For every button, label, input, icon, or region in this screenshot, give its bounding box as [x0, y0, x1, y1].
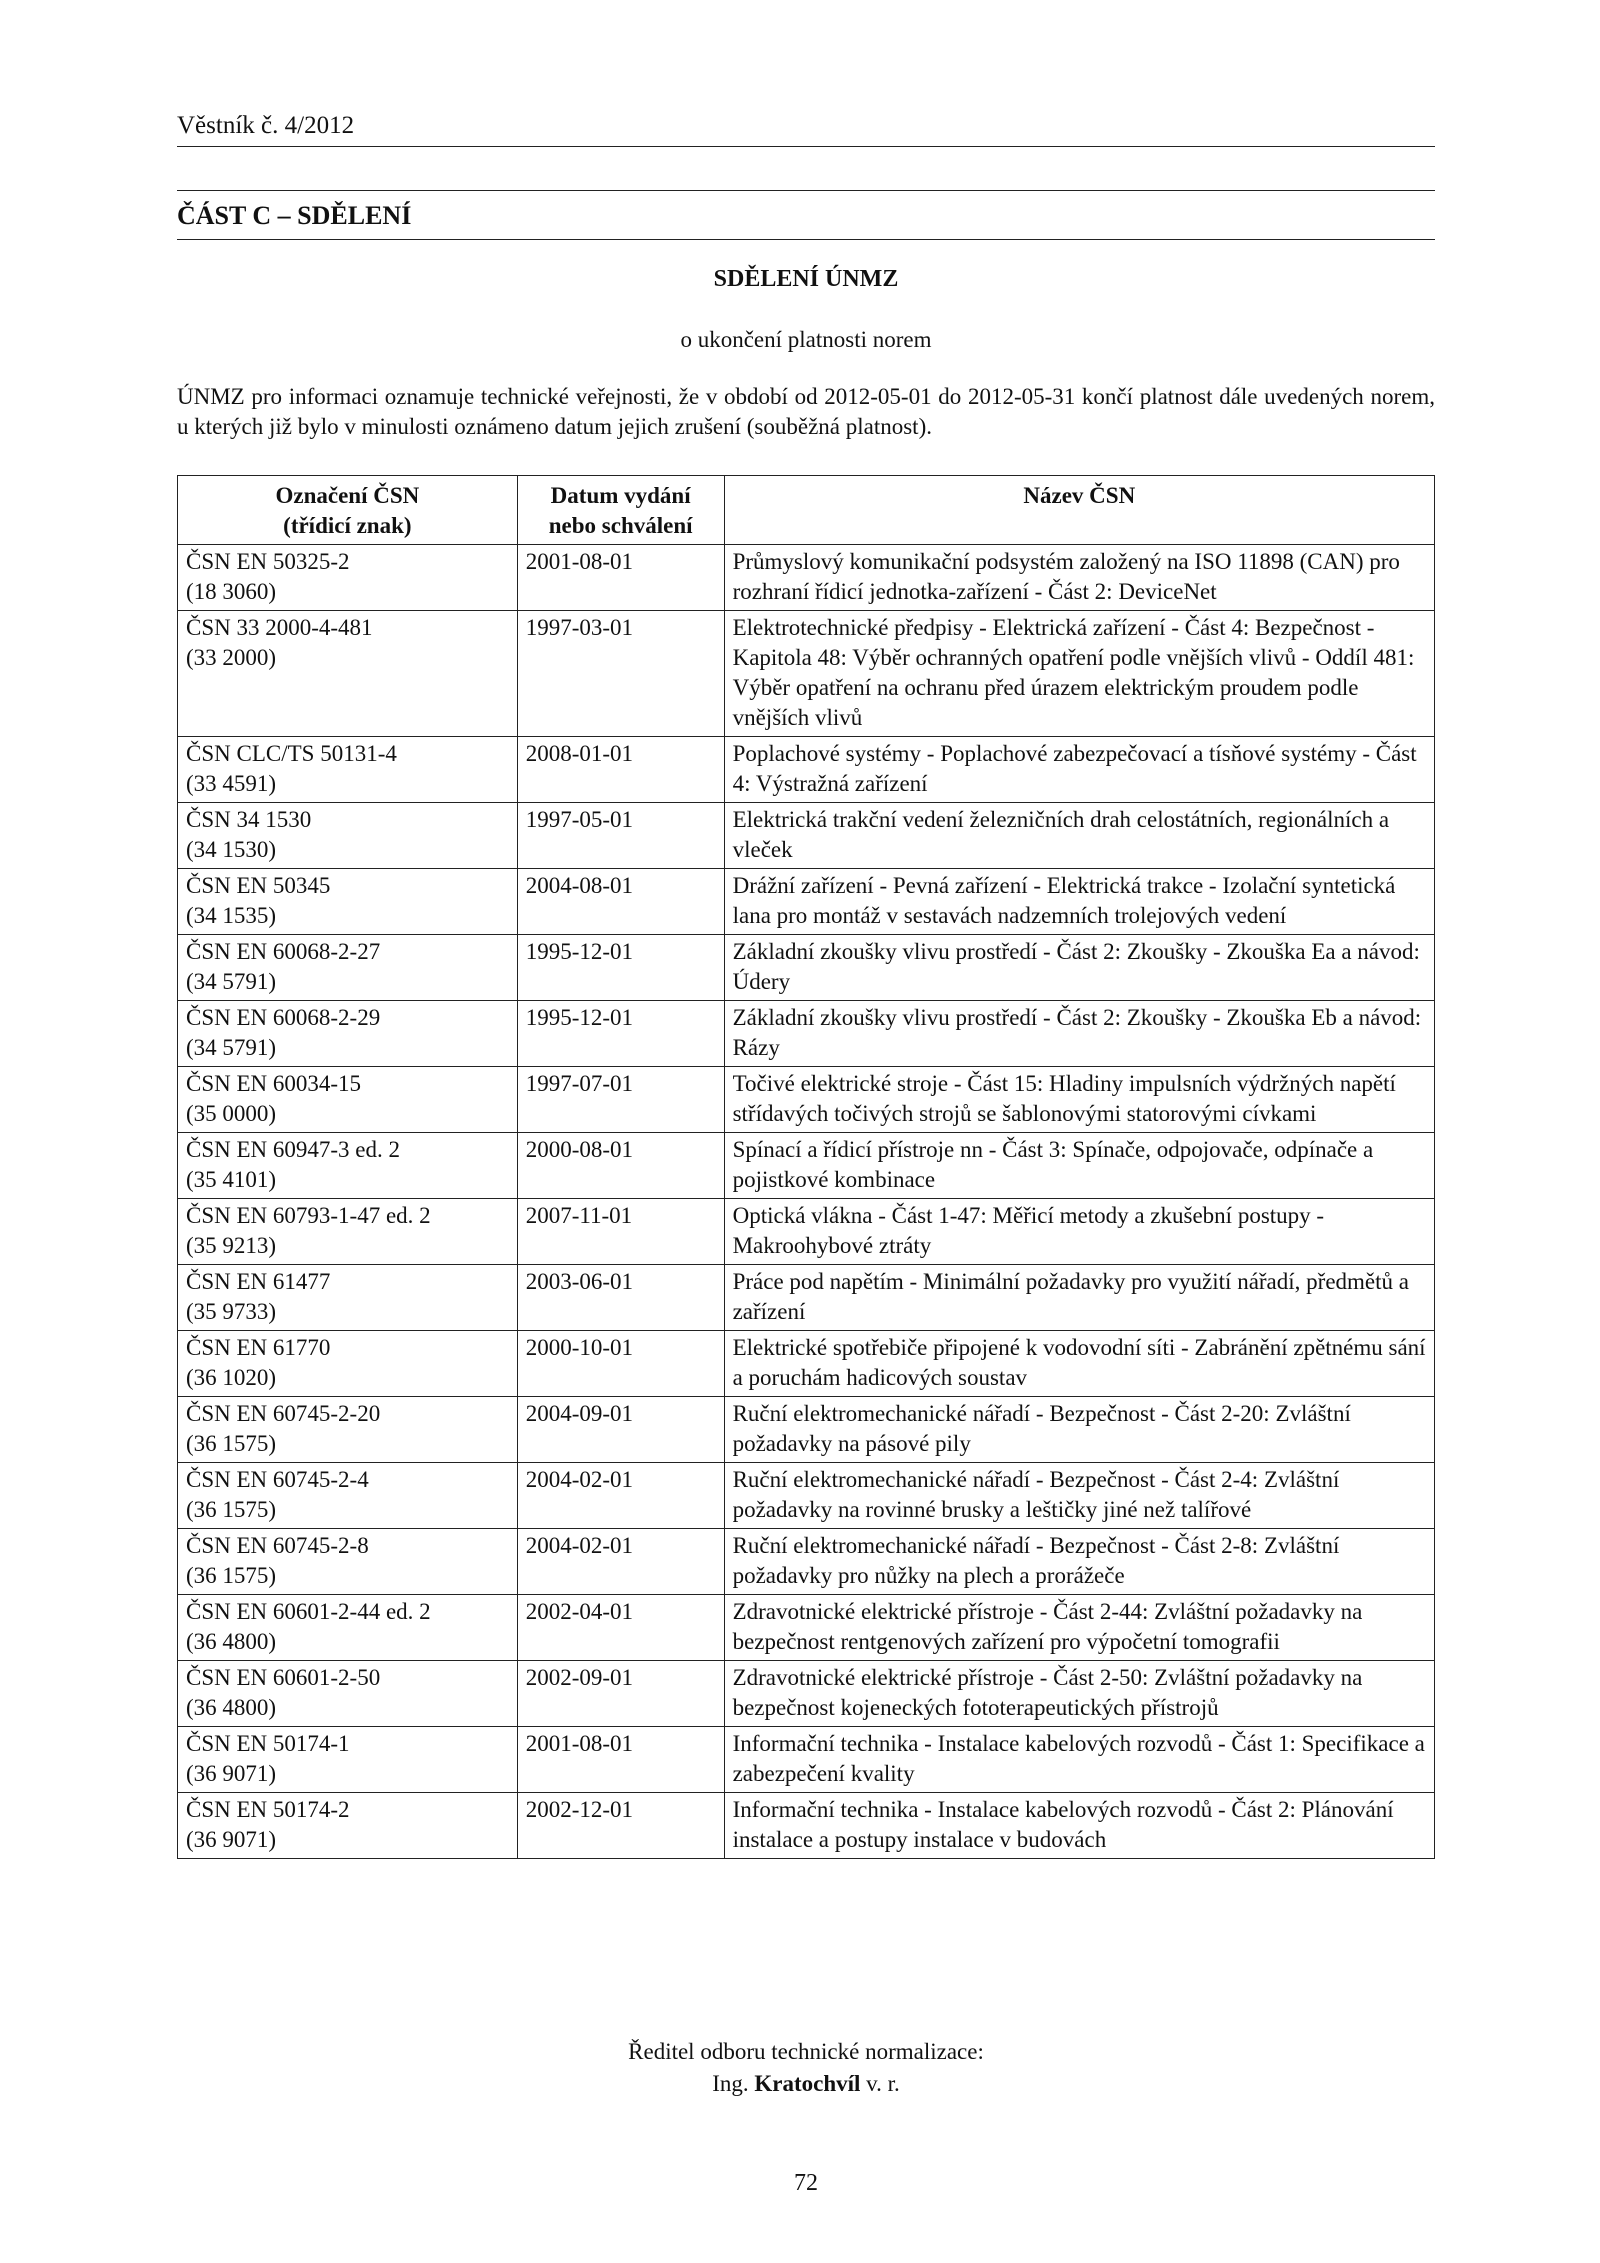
norm-code: ČSN EN 60745-2-20 — [186, 1401, 381, 1426]
norm-code: ČSN EN 50325-2 — [186, 549, 350, 574]
cell-date: 1995-12-01 — [517, 1001, 724, 1067]
cell-date: 2004-02-01 — [517, 1463, 724, 1529]
norm-code: ČSN EN 60745-2-8 — [186, 1533, 369, 1558]
table-row — [178, 1463, 1435, 1529]
cell-name: Drážní zařízení - Pevná zařízení - Elektrická trakce - Izolační syntetická lana pro montáž v sestavách nadzemních trolejových vedení — [724, 869, 1434, 935]
cell-name: Ruční elektromechanické nářadí - Bezpečnost - Část 2-8: Zvláštní požadavky pro nůžky na plech a prorážeče — [724, 1529, 1434, 1595]
norm-class: (34 1530) — [186, 837, 277, 862]
section-heading: ČÁST C – SDĚLENÍ — [177, 190, 1435, 240]
cell-designation — [178, 1529, 518, 1595]
cell-name: Poplachové systémy - Poplachové zabezpečovací a tísňové systémy - Část 4: Výstražná zařízení — [724, 737, 1434, 803]
norm-code: ČSN EN 60793-1-47 ed. 2 — [186, 1203, 431, 1228]
cell-name: Informační technika - Instalace kabelových rozvodů - Část 1: Specifikace a zabezpečení kvality — [724, 1727, 1434, 1793]
table-row — [178, 1133, 1435, 1199]
cell-date: 1997-03-01 — [517, 611, 724, 737]
cell-name: Ruční elektromechanické nářadí - Bezpečnost - Část 2-4: Zvláštní požadavky na rovinné brusky a leštičky jiné než talířové — [724, 1463, 1434, 1529]
cell-name: Optická vlákna - Část 1-47: Měřicí metody a zkušební postupy - Makroohybové ztráty — [724, 1199, 1434, 1265]
signature-role: Ředitel odboru technické normalizace: — [628, 2039, 984, 2064]
norm-class: (36 4800) — [186, 1629, 277, 1654]
cell-date: 2000-10-01 — [517, 1331, 724, 1397]
cell-name: Průmyslový komunikační podsystém založený na ISO 11898 (CAN) pro rozhraní řídicí jednotka-zařízení - Část 2: DeviceNet — [724, 545, 1434, 611]
norm-code: ČSN EN 60034-15 — [186, 1071, 362, 1096]
cell-date: 1997-05-01 — [517, 803, 724, 869]
table-row — [178, 1595, 1435, 1661]
signature-suffix: v. r. — [866, 2071, 900, 2096]
norm-class: (35 9733) — [186, 1299, 277, 1324]
header-designation-line1: Označení ČSN — [275, 483, 420, 508]
cell-date: 2007-11-01 — [517, 1199, 724, 1265]
cell-designation — [178, 1331, 518, 1397]
norm-code: ČSN 34 1530 — [186, 807, 312, 832]
cell-name: Spínací a řídicí přístroje nn - Část 3: Spínače, odpojovače, odpínače a pojistkové kombinace — [724, 1133, 1434, 1199]
table-row — [178, 1331, 1435, 1397]
header-date-line1: Datum vydání — [550, 483, 691, 508]
notice-title: SDĚLENÍ ÚNMZ — [713, 266, 899, 292]
notice-subtitle: o ukončení platnosti norem — [680, 327, 932, 352]
cell-name: Základní zkoušky vlivu prostředí - Část 2: Zkoušky - Zkouška Eb a návod: Rázy — [724, 1001, 1434, 1067]
norm-code: ČSN EN 60947-3 ed. 2 — [186, 1137, 401, 1162]
norm-class: (34 5791) — [186, 969, 277, 994]
norm-code: ČSN EN 60601-2-44 ed. 2 — [186, 1599, 431, 1624]
signature-name-line — [177, 2068, 1435, 2100]
cell-name: Základní zkoušky vlivu prostředí - Část 2: Zkoušky - Zkouška Ea a návod: Údery — [724, 935, 1434, 1001]
header-designation — [178, 476, 518, 545]
norm-code: ČSN EN 50174-1 — [186, 1731, 350, 1756]
cell-date: 2008-01-01 — [517, 737, 724, 803]
norm-class: (18 3060) — [186, 579, 277, 604]
cell-name: Elektrotechnické předpisy - Elektrická zařízení - Část 4: Bezpečnost - Kapitola 48: Výběr ochranných opatření podle vnějších vlivů - Oddíl 481: Výběr opatření na ochranu před úrazem elektrickým proudem podle vnějších vlivů — [724, 611, 1434, 737]
signature-surname: Kratochvíl — [754, 2071, 861, 2096]
norm-class: (34 5791) — [186, 1035, 277, 1060]
cell-date: 2002-12-01 — [517, 1793, 724, 1859]
table-row — [178, 1001, 1435, 1067]
cell-name: Práce pod napětím - Minimální požadavky pro využití nářadí, předmětů a zařízení — [724, 1265, 1434, 1331]
cell-date: 2000-08-01 — [517, 1133, 724, 1199]
cell-designation — [178, 1133, 518, 1199]
cell-date: 1995-12-01 — [517, 935, 724, 1001]
norm-class: (36 1575) — [186, 1497, 277, 1522]
table-row — [178, 1793, 1435, 1859]
cell-designation — [178, 1727, 518, 1793]
norm-class: (35 9213) — [186, 1233, 277, 1258]
header-date-line2: nebo schválení — [548, 513, 693, 538]
table-row — [178, 1199, 1435, 1265]
running-header: Věstník č. 4/2012 — [177, 110, 1435, 147]
cell-designation — [178, 1793, 518, 1859]
cell-designation — [178, 611, 518, 737]
table-row — [178, 1067, 1435, 1133]
norm-code: ČSN 33 2000-4-481 — [186, 615, 373, 640]
norm-class: (33 2000) — [186, 645, 277, 670]
cell-designation — [178, 1595, 518, 1661]
norm-code: ČSN EN 50345 — [186, 873, 331, 898]
table-row — [178, 1661, 1435, 1727]
norm-code: ČSN EN 61770 — [186, 1335, 331, 1360]
norms-table — [177, 475, 1435, 1859]
cell-date: 2001-08-01 — [517, 545, 724, 611]
cell-designation — [178, 935, 518, 1001]
cell-name: Elektrické spotřebiče připojené k vodovodní síti - Zabránění zpětnému sání a poruchám hadicových soustav — [724, 1331, 1434, 1397]
cell-date: 2003-06-01 — [517, 1265, 724, 1331]
norm-class: (36 1020) — [186, 1365, 277, 1390]
cell-name: Elektrická trakční vedení železničních drah celostátních, regionálních a vleček — [724, 803, 1434, 869]
cell-date: 2004-02-01 — [517, 1529, 724, 1595]
table-row — [178, 1529, 1435, 1595]
cell-designation — [178, 1265, 518, 1331]
norm-class: (36 4800) — [186, 1695, 277, 1720]
table-row — [178, 611, 1435, 737]
header-date — [517, 476, 724, 545]
norm-class: (36 1575) — [186, 1431, 277, 1456]
norm-code: ČSN CLC/TS 50131-4 — [186, 741, 397, 766]
norm-code: ČSN EN 61477 — [186, 1269, 331, 1294]
cell-designation — [178, 869, 518, 935]
cell-designation — [178, 1067, 518, 1133]
cell-name: Točivé elektrické stroje - Část 15: Hladiny impulsních výdržných napětí střídavých točivých strojů se šablonovými statorovými cívkami — [724, 1067, 1434, 1133]
signature-block — [177, 2036, 1435, 2100]
norm-code: ČSN EN 60068-2-29 — [186, 1005, 381, 1030]
table-row — [178, 545, 1435, 611]
norm-code: ČSN EN 60601-2-50 — [186, 1665, 381, 1690]
cell-designation — [178, 1661, 518, 1727]
table-row — [178, 737, 1435, 803]
norm-class: (35 4101) — [186, 1167, 277, 1192]
norm-class: (36 9071) — [186, 1827, 277, 1852]
cell-name: Zdravotnické elektrické přístroje - Část 2-44: Zvláštní požadavky na bezpečnost rentgenových zařízení pro výpočetní tomografii — [724, 1595, 1434, 1661]
header-name: Název ČSN — [724, 476, 1434, 545]
table-row — [178, 1727, 1435, 1793]
norm-class: (34 1535) — [186, 903, 277, 928]
norm-code: ČSN EN 50174-2 — [186, 1797, 350, 1822]
cell-designation — [178, 803, 518, 869]
cell-name: Ruční elektromechanické nářadí - Bezpečnost - Část 2-20: Zvláštní požadavky na pásové pily — [724, 1397, 1434, 1463]
norm-code: ČSN EN 60745-2-4 — [186, 1467, 369, 1492]
table-row — [178, 1397, 1435, 1463]
page-number: 72 — [794, 2170, 818, 2196]
cell-date: 2002-09-01 — [517, 1661, 724, 1727]
norm-code: ČSN EN 60068-2-27 — [186, 939, 381, 964]
norm-class: (35 0000) — [186, 1101, 277, 1126]
cell-name: Zdravotnické elektrické přístroje - Část 2-50: Zvláštní požadavky na bezpečnost kojeneckých fototerapeutických přístrojů — [724, 1661, 1434, 1727]
table-row — [178, 803, 1435, 869]
cell-designation — [178, 545, 518, 611]
cell-designation — [178, 1199, 518, 1265]
table-row — [178, 935, 1435, 1001]
table-row — [178, 869, 1435, 935]
table-header-row — [178, 476, 1435, 545]
table-row — [178, 1265, 1435, 1331]
norm-class: (36 9071) — [186, 1761, 277, 1786]
norm-class: (36 1575) — [186, 1563, 277, 1588]
cell-name: Informační technika - Instalace kabelových rozvodů - Část 2: Plánování instalace a postupy instalace v budovách — [724, 1793, 1434, 1859]
cell-date: 2002-04-01 — [517, 1595, 724, 1661]
cell-designation — [178, 1463, 518, 1529]
cell-designation — [178, 1001, 518, 1067]
cell-date: 2001-08-01 — [517, 1727, 724, 1793]
cell-date: 2004-09-01 — [517, 1397, 724, 1463]
cell-designation — [178, 737, 518, 803]
header-designation-line2: (třídicí znak) — [283, 513, 412, 538]
cell-date: 1997-07-01 — [517, 1067, 724, 1133]
norm-class: (33 4591) — [186, 771, 277, 796]
cell-date: 2004-08-01 — [517, 869, 724, 935]
intro-paragraph: ÚNMZ pro informaci oznamuje technické veřejnosti, že v období od 2012-05-01 do 2012-05-31 končí platnost dále uvedených norem, u kterých již bylo v minulosti oznámeno datum jejich zrušení (souběžná platnost). — [177, 384, 1435, 439]
cell-designation — [178, 1397, 518, 1463]
signature-title-prefix: Ing. — [712, 2071, 749, 2096]
norms-table-body — [178, 545, 1435, 1859]
